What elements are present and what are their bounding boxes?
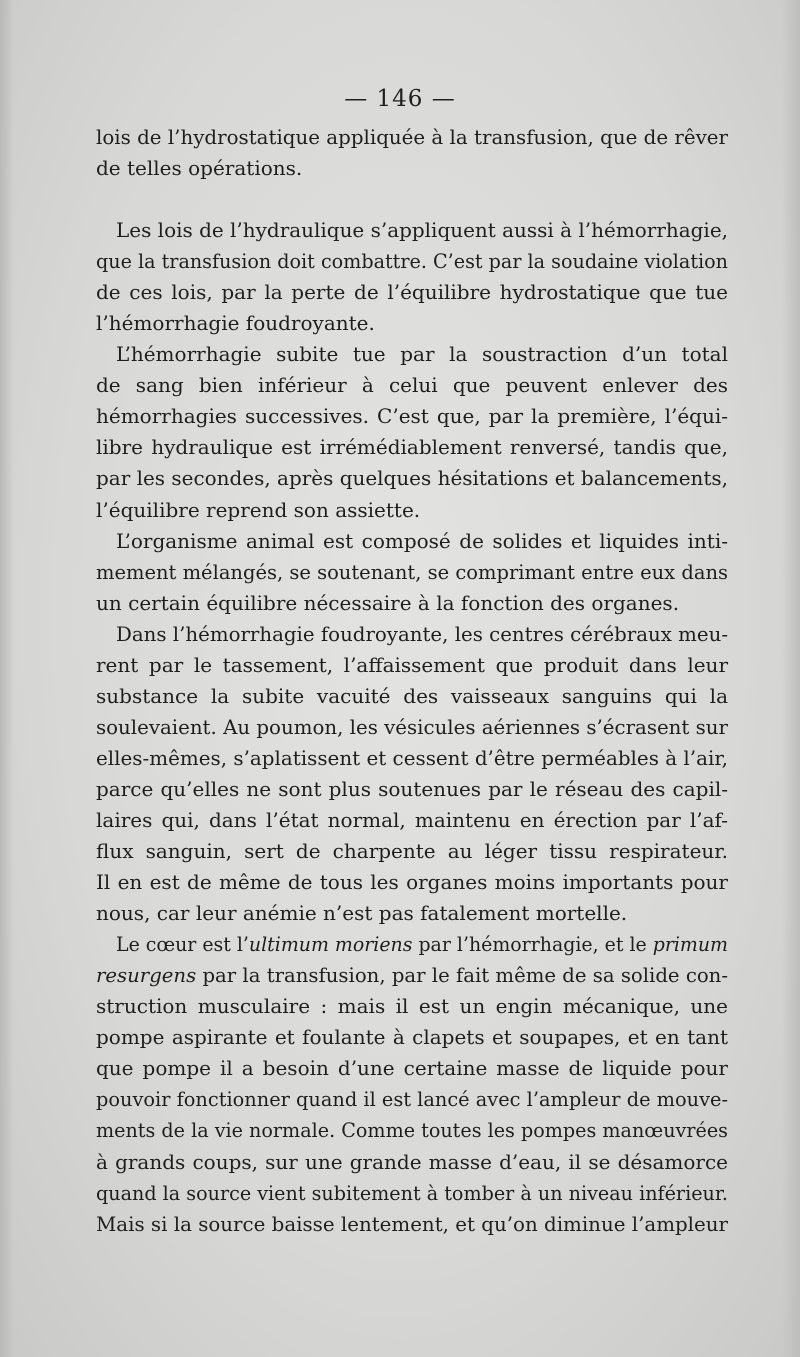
text-line	[96, 1115, 728, 1146]
text-line	[96, 1178, 728, 1209]
text-line-inner: nous, car leur anémie n’est pas fatalement mortelle.	[96, 901, 628, 926]
text-line-inner: soulevaient. Au poumon, les vésicules aériennes s’écrasent sur	[96, 714, 728, 739]
text-line	[96, 898, 728, 929]
text-line-inner: Dans l’hémorrhagie foudroyante, les centres cérébraux meu-	[116, 621, 728, 646]
text-line-inner: pouvoir fonctionner quand il est lancé avec l’ampleur de mouve-	[96, 1087, 728, 1112]
text-line	[96, 1053, 728, 1084]
text-line-inner: laires qui, dans l’état normal, maintenu en érection par l’af-	[96, 807, 728, 832]
text-line-inner: un certain équilibre nécessaire à la fonction des organes.	[96, 590, 680, 615]
text-line-inner: struction musculaire : mais il est un engin mécanique, une	[96, 994, 728, 1019]
text-line	[96, 432, 728, 463]
text-line	[96, 277, 728, 308]
text-line-inner: Mais si la source baisse lentement, et qu’on diminue l’ampleur	[96, 1211, 728, 1236]
text-line-inner: substance la subite vacuité des vaisseaux sanguins qui la	[96, 683, 728, 708]
text-line	[96, 712, 728, 743]
text-line	[96, 836, 728, 867]
text-line	[96, 495, 728, 526]
text-line-inner: hémorrhagies successives. C’est que, par la première, l’équi-	[96, 404, 728, 429]
text-line-inner: que la transfusion doit combattre. C’est par la soudaine violation	[96, 249, 728, 274]
text-line	[96, 867, 728, 898]
italic-phrase: resurgens	[96, 963, 197, 988]
text-line	[96, 774, 728, 805]
text-line-inner: Il en est de même de tous les organes moins importants pour	[96, 870, 728, 895]
text-span: Le cœur est l’	[116, 932, 249, 957]
text-line-inner: de sang bien inférieur à celui que peuvent enlever des	[96, 373, 728, 398]
text-line	[96, 1147, 728, 1178]
text-line-inner: L’organisme animal est composé de solides et liquides inti-	[116, 528, 728, 553]
text-line-inner: lois de l’hydrostatique appliquée à la transfusion, que de rêver	[96, 125, 728, 149]
text-line	[96, 588, 728, 619]
page-edge-left	[0, 0, 14, 1357]
text-line-inner	[116, 929, 728, 960]
text-line	[96, 743, 728, 774]
paragraph-gap	[96, 184, 728, 215]
text-line	[96, 960, 728, 991]
body-text	[96, 122, 728, 1240]
text-line-inner: elles-mêmes, s’aplatissent et cessent d’être perméables à l’air,	[96, 745, 728, 770]
text-line	[96, 805, 728, 836]
text-line-inner: L’hémorrhagie subite tue par la soustraction d’un total	[116, 342, 728, 367]
text-line-inner: mement mélangés, se soutenant, se comprimant entre eux dans	[96, 559, 728, 584]
text-line-inner: l’hémorrhagie foudroyante.	[96, 311, 375, 336]
text-span: par l’hémorrhagie, et le	[412, 932, 653, 957]
text-line	[96, 1209, 728, 1240]
text-line-inner: de ces lois, par la perte de l’équilibre hydrostatique que tue	[96, 280, 728, 305]
text-line-inner: Les lois de l’hydraulique s’appliquent aussi à l’hémorrhagie,	[116, 218, 728, 243]
text-line-inner: libre hydraulique est irrémédiablement renversé, tandis que,	[96, 435, 728, 460]
text-line-inner: que pompe il a besoin d’une certaine masse de liquide pour	[96, 1056, 728, 1081]
italic-phrase: ultimum moriens	[248, 932, 413, 957]
page-number: — 146 —	[344, 86, 456, 112]
italic-phrase: primum	[652, 932, 728, 957]
text-line	[96, 246, 728, 277]
text-line-inner: ments de la vie normale. Comme toutes les pompes manœuvrées	[96, 1118, 728, 1143]
text-line	[96, 1084, 728, 1115]
text-line	[96, 526, 728, 557]
text-line	[96, 619, 728, 650]
text-line	[96, 308, 728, 339]
text-line	[96, 650, 728, 681]
text-span: par la transfusion, par le fait même de sa solide con-	[196, 963, 728, 988]
text-line	[96, 929, 728, 960]
text-line-inner: l’équilibre reprend son assiette.	[96, 497, 421, 522]
text-line	[96, 681, 728, 712]
text-line-inner: rent par le tassement, l’affaissement que produit dans leur	[96, 652, 728, 677]
text-line	[96, 991, 728, 1022]
text-line	[96, 1022, 728, 1053]
page-edge-right	[782, 0, 800, 1357]
text-line-inner: pompe aspirante et foulante à clapets et soupapes, et en tant	[96, 1025, 728, 1050]
text-line-inner	[96, 960, 728, 991]
text-line-inner: parce qu’elles ne sont plus soutenues par le réseau des capil-	[96, 776, 728, 801]
text-line	[96, 153, 728, 184]
text-line	[96, 370, 728, 401]
text-line	[96, 401, 728, 432]
text-line-inner: à grands coups, sur une grande masse d’eau, il se désamorce	[96, 1149, 728, 1174]
text-line-inner: par les secondes, après quelques hésitations et balancements,	[96, 466, 728, 491]
text-line-inner: flux sanguin, sert de charpente au léger tissu respirateur.	[96, 839, 728, 864]
text-line-inner: quand la source vient subitement à tomber à un niveau inférieur.	[96, 1180, 728, 1205]
text-line	[96, 339, 728, 370]
text-line-inner: de telles opérations.	[96, 156, 303, 181]
text-line	[96, 122, 728, 153]
text-line	[96, 557, 728, 588]
text-line	[96, 215, 728, 246]
text-line	[96, 463, 728, 494]
